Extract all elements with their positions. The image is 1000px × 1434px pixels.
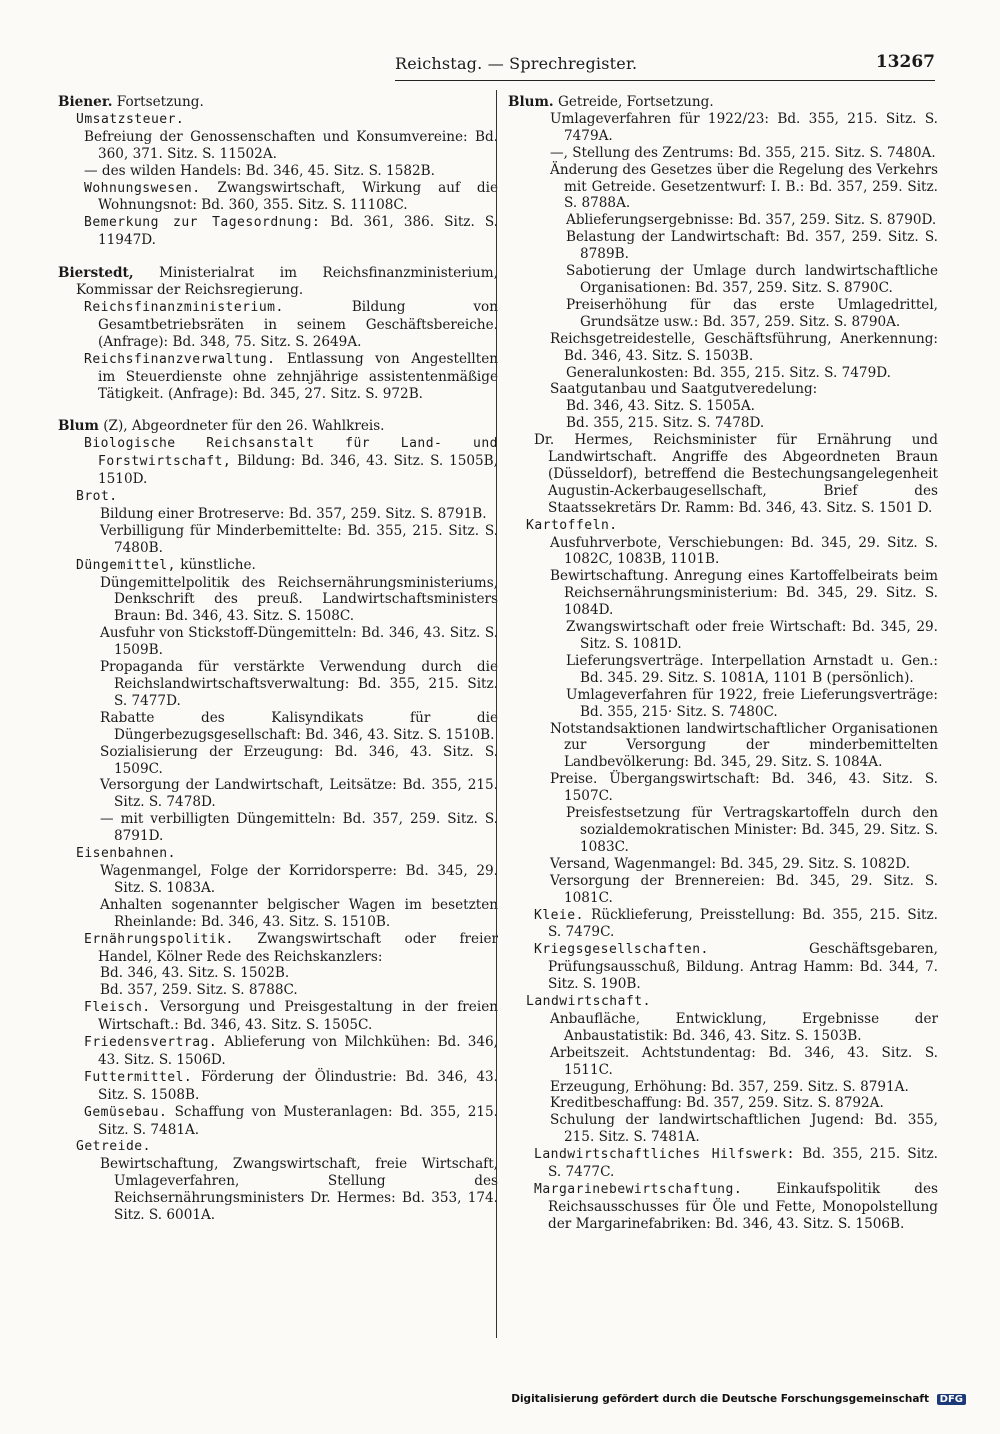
index-entry xyxy=(58,299,498,351)
index-entry xyxy=(58,163,498,180)
entry-text: Schulung der landwirtschaftlichen Jugend: Bd. 355, 215. Sitz. S. 7481A. xyxy=(550,1112,938,1146)
subject-heading: Landwirtschaftliches Hilfswerk: xyxy=(534,1147,796,1163)
index-entry xyxy=(58,214,498,249)
entry-text: Sabotierung der Umlage durch landwirtschaftliche Organisationen: Bd. 357, 259. Sitz. S. 8790C. xyxy=(566,263,938,296)
index-entry xyxy=(508,381,938,398)
right-column xyxy=(508,94,938,1233)
index-entry xyxy=(58,931,498,966)
subject-heading: Gemüsebau. xyxy=(84,1104,168,1120)
entry-text: — mit verbilligten Düngemitteln: Bd. 357, 259. Sitz. S. 8791D. xyxy=(100,811,498,845)
subject-heading: Friedensvertrag. xyxy=(84,1035,218,1051)
index-entry xyxy=(58,1138,498,1156)
index-entry xyxy=(58,710,498,744)
entry-text: Zwangswirtschaft, Wirkung auf die Wohnungsnot: Bd. 360, 355. Sitz. S. 11108C. xyxy=(98,179,498,214)
entry-text: Erzeugung, Erhöhung: Bd. 357, 259. Sitz. S. 8791A. xyxy=(550,1078,909,1095)
index-entry xyxy=(58,625,498,659)
entry-text: Reichsgetreidestelle, Geschäftsführung, Anerkennung: Bd. 346, 43. Sitz. S. 1503B. xyxy=(550,330,938,364)
speaker-name: Bierstedt, xyxy=(58,265,134,282)
entry-text: Wagenmangel, Folge der Korridorsperre: Bd. 345, 29. Sitz. S. 1083A. xyxy=(100,862,498,896)
footer-credit xyxy=(511,1393,966,1405)
index-entry xyxy=(58,1069,498,1104)
index-entry xyxy=(508,1079,938,1096)
index-entry xyxy=(508,1095,938,1112)
entry-text: Saatgutanbau und Saatgutveredelung: xyxy=(550,381,818,398)
index-entry xyxy=(58,129,498,163)
footer-text: Digitalisierung gefördert durch die Deutsche Forschungsgemeinschaft xyxy=(511,1393,929,1405)
entry-text: Umlageverfahren für 1922, freie Lieferungsverträge: Bd. 355, 215· Sitz. S. 7480C. xyxy=(566,686,938,720)
index-entry xyxy=(508,1045,938,1079)
entry-text: Anbaufläche, Entwicklung, Ergebnisse der Anbaustatistik: Bd. 346, 43. Sitz. S. 1503B. xyxy=(550,1010,938,1044)
index-entry xyxy=(58,418,498,435)
entry-text: Arbeitszeit. Achtstundentag: Bd. 346, 43. Sitz. S. 1511C. xyxy=(550,1044,938,1078)
subject-heading: Brot. xyxy=(76,489,118,505)
speaker-name: Blum. xyxy=(508,94,554,110)
header-rule xyxy=(395,80,935,81)
entry-text: Bewirtschaftung, Zwangswirtschaft, freie Wirtschaft, Umlageverfahren, Stellung des Reichsernährungsministers Dr. Hermes: Bd. 353, 174. Sitz. S. 6001A. xyxy=(100,1156,498,1224)
speaker-name: Biener. xyxy=(58,94,113,110)
index-entry xyxy=(58,1034,498,1069)
entry-text: Düngemittelpolitik des Reichsernährungsministeriums, Denkschrift des preuß. Landwirtschaftsministers Braun: Bd. 346, 43. Sitz. S. 1508C. xyxy=(100,574,498,625)
entry-text: Generalunkosten: Bd. 355, 215. Sitz. S. 7479D. xyxy=(566,364,891,381)
index-entry xyxy=(508,721,938,772)
entry-text: Bewirtschaftung. Anregung eines Kartoffelbeirats beim Reichsernährungsministerium: Bd. 345, 29. Sitz. S. 1084D. xyxy=(550,568,938,619)
index-entry xyxy=(508,1011,938,1045)
entry-text: Bd. 355, 215. Sitz. S. 7477C. xyxy=(548,1146,938,1181)
subject-heading: Kriegsgesellschaften. xyxy=(534,942,709,958)
index-entry xyxy=(58,488,498,506)
subject-heading: Kartoffeln. xyxy=(526,517,618,533)
entry-text: Entlassung von Angestellten im Steuerdienste ohne zehnjährige assistentenmäßige Tätigkeit. (Anfrage): Bd. 345, 27. Sitz. S. 972B. xyxy=(98,350,498,402)
entry-gap xyxy=(58,249,498,265)
subject-heading: Düngemittel, xyxy=(76,557,176,573)
entry-text: Kreditbeschaffung: Bd. 357, 259. Sitz. S. 8792A. xyxy=(550,1095,884,1112)
entry-text: Versorgung der Landwirtschaft, Leitsätze: Bd. 355, 215. Sitz. S. 7478D. xyxy=(100,777,498,811)
index-entry xyxy=(58,265,498,299)
entry-gap xyxy=(58,402,498,418)
index-entry xyxy=(508,517,938,535)
entry-text: Notstandsaktionen landwirtschaftlicher Organisationen zur Versorgung der minderbemittelten Landbevölkerung: Bd. 345, 29. Sitz. S. 1084A. xyxy=(550,720,938,771)
column-divider xyxy=(496,90,497,1338)
subject-heading: Biologische Reichsanstalt für Land- und Forstwirtschaft, xyxy=(84,436,498,470)
entry-text: Befreiung der Genossenschaften und Konsumvereine: Bd. 360, 371. Sitz. S. 11502A. xyxy=(84,128,498,162)
entry-text: Ministerialrat im Reichsfinanzministerium, Kommissar der Reichsregierung. xyxy=(76,265,498,299)
entry-text: Versand, Wagenmangel: Bd. 345, 29. Sitz. S. 1082D. xyxy=(550,855,911,872)
subject-heading: Getreide. xyxy=(76,1139,151,1155)
subject-heading: Umsatzsteuer. xyxy=(76,111,185,127)
index-entry xyxy=(508,229,938,263)
entry-text: Änderung des Gesetzes über die Regelung des Verkehrs mit Getreide. Gesetzentwurf: I. B.: Bd. 357, 259. Sitz. S. 8788A. xyxy=(550,161,938,212)
subject-heading: Landwirtschaft. xyxy=(526,994,651,1010)
index-entry xyxy=(58,557,498,575)
left-column xyxy=(58,94,498,1224)
entry-text: Preiserhöhung für das erste Umlagedrittel, Grundsätze usw.: Bd. 357, 259. Sitz. S. 8790A. xyxy=(566,296,938,330)
entry-text: Anhalten sogenannter belgischer Wagen im besetzten Rheinlande: Bd. 346, 43. Sitz. S. 1510B. xyxy=(100,896,498,930)
speaker-name: Blum xyxy=(58,418,99,435)
index-entry xyxy=(58,1104,498,1139)
index-entry xyxy=(508,805,938,856)
entry-text: Einkaufspolitik des Reichsausschusses für Öle und Fette, Monopolstellung der Margarinefabriken: Bd. 346, 43. Sitz. S. 1506B. xyxy=(548,1181,938,1232)
index-entry xyxy=(508,1112,938,1146)
subject-heading: Reichsfinanzministerium. xyxy=(84,299,284,315)
entry-text: Ablieferung von Milchkühen: Bd. 346, 43. Sitz. S. 1506D. xyxy=(98,1034,498,1068)
subject-heading: Bemerkung zur Tagesordnung: xyxy=(84,215,321,231)
entry-text: Bd. 346, 43. Sitz. S. 1505A. xyxy=(566,398,755,415)
subject-heading: Wohnungswesen. xyxy=(84,180,201,196)
subject-heading: Kleie. xyxy=(534,907,584,923)
entry-text: Förderung der Ölindustrie: Bd. 346, 43. Sitz. S. 1508B. xyxy=(98,1068,498,1103)
index-entry xyxy=(508,111,938,145)
entry-text: Ausfuhr von Stickstoff-Düngemitteln: Bd. 346, 43. Sitz. S. 1509B. xyxy=(100,625,498,659)
entry-text: Ausfuhrverbote, Verschiebungen: Bd. 345, 29. Sitz. S. 1082C, 1083B, 1101B. xyxy=(550,534,938,568)
entry-text: Lieferungsverträge. Interpellation Arnstadt u. Gen.: Bd. 345. 29. Sitz. S. 1081A, 1101 B (persönlich). xyxy=(566,652,938,686)
entry-text: Verbilligung für Minderbemittelte: Bd. 355, 215. Sitz. S. 7480B. xyxy=(100,522,498,556)
index-entry xyxy=(508,941,938,993)
page-header xyxy=(395,52,935,80)
index-entry xyxy=(58,863,498,897)
entry-text: Zwangswirtschaft oder freie Wirtschaft: Bd. 345, 29. Sitz. S. 1081D. xyxy=(566,619,938,652)
entry-text: Bildung einer Brotreserve: Bd. 357, 259. Sitz. S. 8791B. xyxy=(100,505,487,522)
entry-text: Bd. 361, 386. Sitz. S. 11947D. xyxy=(98,214,498,249)
subject-heading: Fleisch. xyxy=(84,1000,151,1016)
index-entry xyxy=(58,506,498,523)
index-entry xyxy=(508,415,938,432)
entry-text: Schaffung von Musteranlagen: Bd. 355, 215. Sitz. S. 7481A. xyxy=(98,1103,498,1138)
index-entry xyxy=(508,145,938,162)
entry-text: (Z), Abgeordneter für den 26. Wahlkreis. xyxy=(98,418,385,435)
index-entry xyxy=(508,993,938,1011)
index-entry xyxy=(508,297,938,331)
entry-text: Preisfestsetzung für Vertragskartoffeln durch den sozialdemokratischen Minister: Bd. 345, 29. Sitz. S. 1083C. xyxy=(566,805,938,855)
index-entry xyxy=(508,331,938,365)
entry-text: Getreide, Fortsetzung. xyxy=(553,94,714,110)
index-entry xyxy=(58,659,498,710)
index-entry xyxy=(58,897,498,931)
running-title: Reichstag. — Sprechregister. xyxy=(395,54,638,73)
index-entry xyxy=(58,811,498,845)
entry-text: — des wilden Handels: Bd. 346, 45. Sitz. S. 1582B. xyxy=(84,162,435,179)
index-entry xyxy=(508,619,938,653)
entry-text: Propaganda für verstärkte Verwendung durch die Reichslandwirtschaftsverwaltung: Bd. 355, 215. Sitz. S. 7477D. xyxy=(100,659,498,709)
entry-text: Bildung: Bd. 346, 43. Sitz. S. 1505B, 1510D. xyxy=(98,453,498,488)
index-entry xyxy=(508,1146,938,1181)
entry-text: Sozialisierung der Erzeugung: Bd. 346, 43. Sitz. S. 1509C. xyxy=(100,743,498,777)
index-entry xyxy=(58,351,498,403)
page-number: 13267 xyxy=(875,52,935,72)
index-entry xyxy=(508,212,938,229)
index-entry xyxy=(58,435,498,488)
entry-text: Belastung der Landwirtschaft: Bd. 357, 259. Sitz. S. 8789B. xyxy=(566,229,938,263)
entry-text: Zwangswirtschaft oder freier Handel, Kölner Rede des Reichskanzlers: xyxy=(98,930,498,965)
index-entry xyxy=(508,771,938,805)
index-entry xyxy=(508,568,938,619)
subject-heading: Ernährungspolitik. xyxy=(84,931,234,947)
entry-text: Bd. 357, 259. Sitz. S. 8788C. xyxy=(100,982,298,999)
index-entry xyxy=(58,523,498,557)
entry-text: Bd. 355, 215. Sitz. S. 7478D. xyxy=(566,415,765,432)
index-entry xyxy=(58,575,498,626)
index-entry xyxy=(508,535,938,569)
entry-text: —, Stellung des Zentrums: Bd. 355, 215. Sitz. S. 7480A. xyxy=(550,144,936,161)
index-entry xyxy=(58,111,498,129)
index-entry xyxy=(58,1156,498,1224)
entry-text: Umlageverfahren für 1922/23: Bd. 355, 215. Sitz. S. 7479A. xyxy=(550,110,938,144)
index-entry xyxy=(58,999,498,1034)
entry-text: Versorgung und Preisgestaltung in der freien Wirtschaft.: Bd. 346, 43. Sitz. S. 1505C. xyxy=(98,999,498,1034)
index-entry xyxy=(508,873,938,907)
index-entry xyxy=(58,965,498,982)
entry-text: Bildung von Gesamtbetriebsräten in seinem Geschäftsbereiche. (Anfrage): Bd. 348, 75. Sitz. S. 2649A. xyxy=(98,298,498,350)
index-entry xyxy=(508,432,938,517)
subject-heading: Margarinebewirtschaftung. xyxy=(534,1182,743,1197)
subject-heading: Reichsfinanzverwaltung. xyxy=(84,351,276,367)
index-entry xyxy=(508,263,938,297)
entry-text: Rabatte des Kalisyndikats für die Düngerbezugsgesellschaft: Bd. 346, 43. Sitz. S. 1510B. xyxy=(100,709,498,743)
index-entry xyxy=(58,777,498,811)
entry-text: Versorgung der Brennereien: Bd. 345, 29. Sitz. S. 1081C. xyxy=(550,872,938,906)
dfg-logo: DFG xyxy=(937,1394,966,1405)
entry-text: Geschäftsgebaren, Prüfungsausschuß, Bildung. Antrag Hamm: Bd. 344, 7. Sitz. S. 190B. xyxy=(548,941,938,993)
index-entry xyxy=(58,94,498,111)
index-entry xyxy=(508,162,938,213)
entry-text: Dr. Hermes, Reichsminister für Ernährung und Landwirtschaft. Angriffe des Abgeordneten Braun (Düsseldorf), betreffend die Bestechungsangelegenheit Augustin-Ackerbaugesellschaft, Brief des Staatssekretärs Dr. Ramm: Bd. 346, 43. Sitz. S. 1501 D. xyxy=(534,432,938,516)
index-entry xyxy=(58,180,498,215)
index-entry xyxy=(508,94,938,111)
entry-text: künstliche. xyxy=(175,556,256,573)
entry-text: Preise. Übergangswirtschaft: Bd. 346, 43. Sitz. S. 1507C. xyxy=(550,771,938,805)
entry-text: Fortsetzung. xyxy=(112,94,204,110)
entry-text: Rücklieferung, Preisstellung: Bd. 355, 215. Sitz. S. 7479C. xyxy=(548,906,938,941)
subject-heading: Futtermittel. xyxy=(84,1069,193,1085)
index-entry xyxy=(508,907,938,942)
index-entry xyxy=(58,744,498,778)
entry-text: Bd. 346, 43. Sitz. S. 1502B. xyxy=(100,965,290,982)
index-entry xyxy=(508,653,938,687)
index-entry xyxy=(508,1181,938,1233)
index-entry xyxy=(58,982,498,999)
index-entry xyxy=(58,845,498,863)
index-entry xyxy=(508,856,938,873)
index-entry xyxy=(508,398,938,415)
index-entry xyxy=(508,365,938,382)
subject-heading: Eisenbahnen. xyxy=(76,846,176,862)
entry-text: Ablieferungsergebnisse: Bd. 357, 259. Sitz. S. 8790D. xyxy=(566,212,937,229)
index-entry xyxy=(508,687,938,721)
